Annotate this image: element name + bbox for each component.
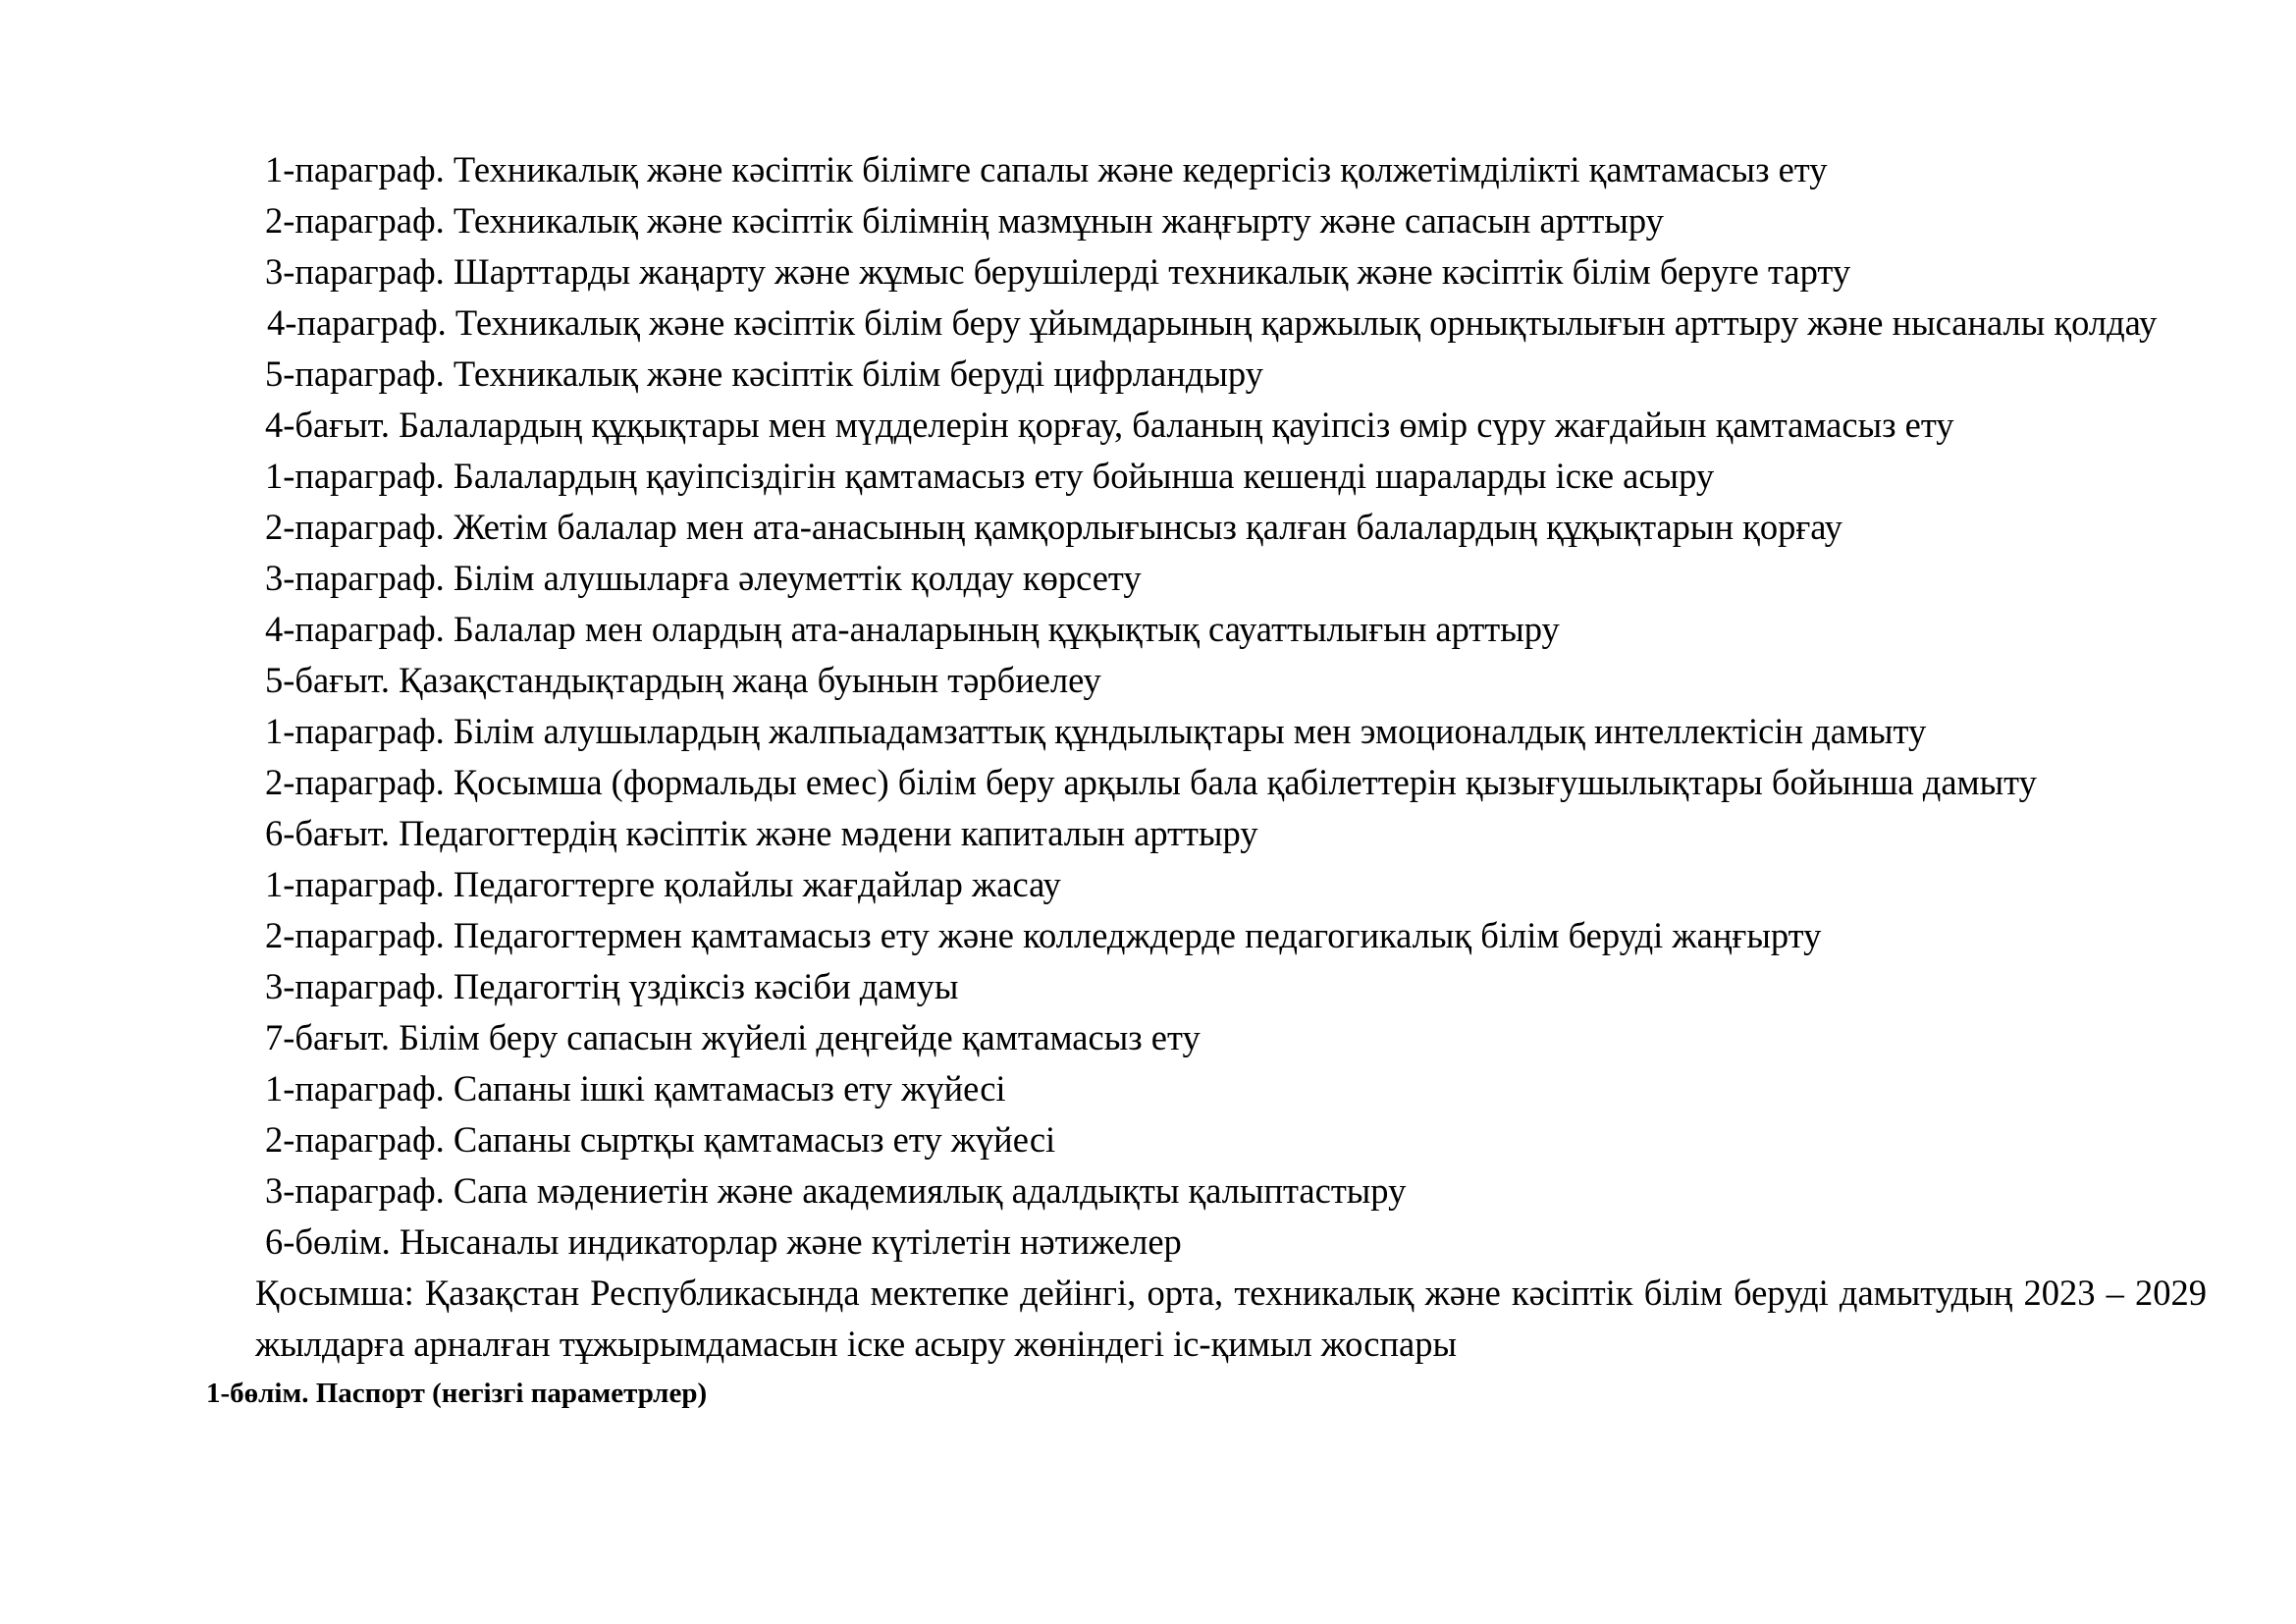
toc-line: 2-параграф. Сапаны сыртқы қамтамасыз ету жүйесі [265, 1119, 1056, 1160]
toc-line: 5-бағыт. Қазақстандықтардың жаңа буынын тәрбиелеу [265, 660, 1101, 700]
toc-line: 6-бағыт. Педагогтердің кәсіптік және мәдени капиталын арттыру [265, 813, 1258, 853]
toc-line: 4-параграф. Техникалық және кәсіптік білім беру ұйымдарының қаржылық орнықтылығын арттыру және нысаналы қолдау [267, 302, 2158, 343]
toc-line: 1-параграф. Балалардың қауіпсіздігін қамтамасыз ету бойынша кешенді шараларды іске асыру [265, 456, 1715, 496]
toc-line: 4-параграф. Балалар мен олардың ата-аналарының құқықтық сауаттылығын арттыру [265, 609, 1560, 649]
toc-line: 3-параграф. Шарттарды жаңарту және жұмыс берушілерді техникалық және кәсіптік білім беруге тарту [265, 251, 1851, 292]
toc-line: 2-параграф. Қосымша (формальды емес) білім беру арқылы бала қабілеттерін қызығушылықтары бойынша дамыту [265, 762, 2037, 802]
toc-line: 1-параграф. Білім алушылардың жалпыадамзаттық құндылықтары мен эмоционалдық интеллектісін дамыту [265, 711, 1927, 751]
toc-line: 2-параграф. Техникалық және кәсіптік білімнің мазмұнын жаңғырту және сапасын арттыру [265, 200, 1664, 241]
section-heading: 1-бөлім. Паспорт (негізгі параметрлер) [206, 1378, 708, 1409]
toc-line: 1-параграф. Сапаны ішкі қамтамасыз ету жүйесі [265, 1068, 1006, 1109]
toc-line: 4-бағыт. Балалардың құқықтары мен мүдделерін қорғау, баланың қауіпсіз өмір сүру жағдайын қамтамасыз ету [265, 405, 1954, 445]
table-of-contents [196, 144, 2207, 1413]
toc-line: 2-параграф. Педагогтермен қамтамасыз ету және колледждерде педагогикалық білім беруді жаңғырту [265, 915, 1822, 955]
toc-line: 6-бөлім. Нысаналы индикаторлар және күтілетін нәтижелер [265, 1221, 1182, 1262]
toc-line: Қосымша: Қазақстан Республикасында мектепке дейінгі, орта, техникалық және кәсіптік білім беруді дамытудың 2023 – 2029 жылдарға арналған тұжырымдамасын іске асыру жөніндегі іс-қимыл жоспары [255, 1272, 2207, 1364]
toc-line: 7-бағыт. Білім беру сапасын жүйелі деңгейде қамтамасыз ету [265, 1017, 1201, 1057]
toc-line: 3-параграф. Педагогтің үздіксіз кәсіби дамуы [265, 966, 959, 1006]
toc-line: 5-параграф. Техникалық және кәсіптік білім беруді цифрландыру [265, 353, 1263, 394]
toc-line: 3-параграф. Білім алушыларға әлеуметтік қолдау көрсету [265, 558, 1142, 598]
toc-line: 1-параграф. Техникалық және кәсіптік білімге сапалы және кедергісіз қолжетімділікті қамтамасыз ету [265, 149, 1828, 189]
toc-line: 1-параграф. Педагогтерге қолайлы жағдайлар жасау [265, 864, 1061, 904]
toc-line: 3-параграф. Сапа мәдениетін және академиялық адалдықты қалыптастыру [265, 1170, 1407, 1211]
toc-line: 2-параграф. Жетім балалар мен ата-анасының қамқорлығынсыз қалған балалардың құқықтарын қорғау [265, 507, 1842, 547]
